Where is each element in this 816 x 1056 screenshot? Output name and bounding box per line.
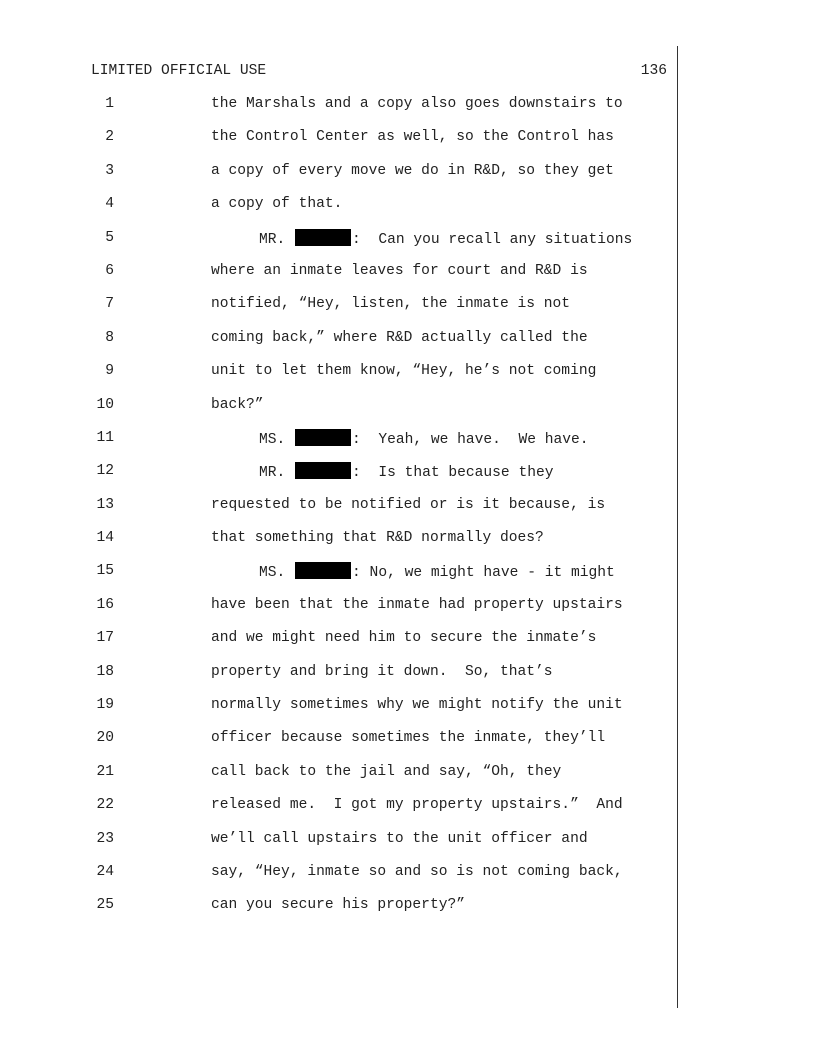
transcript-line bbox=[0, 362, 816, 395]
line-text: and we might need him to secure the inmate’s bbox=[211, 630, 597, 647]
line-text: : Can you recall any situations bbox=[352, 231, 633, 248]
line-text: can you secure his property?” bbox=[211, 897, 465, 914]
line-number: 2 bbox=[105, 129, 114, 146]
line-text: notified, “Hey, listen, the inmate is not bbox=[211, 296, 571, 313]
transcript-line bbox=[0, 663, 816, 696]
line-text: where an inmate leaves for court and R&D is bbox=[211, 262, 588, 279]
speaker-title: MR. bbox=[259, 231, 286, 248]
line-number: 20 bbox=[96, 730, 114, 747]
line-text: the Control Center as well, so the Control has bbox=[211, 129, 614, 146]
transcript-line bbox=[0, 162, 816, 195]
redaction-box bbox=[295, 562, 351, 579]
transcript-line bbox=[0, 830, 816, 863]
transcript-line bbox=[0, 863, 816, 896]
transcript-line bbox=[0, 462, 816, 495]
redaction-box bbox=[295, 229, 351, 246]
transcript-line bbox=[0, 229, 816, 262]
page-number: 136 bbox=[640, 63, 667, 79]
line-text: have been that the inmate had property upstairs bbox=[211, 596, 623, 613]
redaction-box bbox=[295, 462, 351, 479]
transcript-lines bbox=[0, 95, 816, 930]
transcript-line bbox=[0, 562, 816, 595]
transcript-line bbox=[0, 763, 816, 796]
line-text: officer because sometimes the inmate, they’ll bbox=[211, 730, 606, 747]
speaker-title: MR. bbox=[259, 465, 286, 482]
transcript-line bbox=[0, 95, 816, 128]
transcript-line bbox=[0, 896, 816, 929]
speaker-line bbox=[259, 562, 615, 582]
line-text: the Marshals and a copy also goes downstairs to bbox=[211, 96, 623, 112]
transcript-line bbox=[0, 629, 816, 662]
line-number: 15 bbox=[96, 563, 114, 580]
transcript-line bbox=[0, 429, 816, 462]
line-text: property and bring it down. So, that’s bbox=[211, 663, 553, 680]
speaker-line bbox=[259, 462, 553, 482]
line-number: 18 bbox=[96, 663, 114, 680]
line-text: a copy of that. bbox=[211, 196, 343, 213]
line-number: 16 bbox=[96, 596, 114, 613]
line-text: call back to the jail and say, “Oh, they bbox=[211, 763, 562, 780]
transcript-line bbox=[0, 696, 816, 729]
redaction-box bbox=[295, 429, 351, 446]
line-text: : No, we might have - it might bbox=[352, 565, 615, 582]
line-text: unit to let them know, “Hey, he’s not coming bbox=[211, 363, 597, 380]
line-text: say, “Hey, inmate so and so is not coming back, bbox=[211, 863, 623, 880]
line-number: 1 bbox=[105, 96, 114, 112]
speaker-title: MS. bbox=[259, 565, 286, 582]
transcript-line bbox=[0, 496, 816, 529]
line-text: requested to be notified or is it because, is bbox=[211, 496, 606, 513]
line-text: coming back,” where R&D actually called the bbox=[211, 329, 588, 346]
line-number: 11 bbox=[96, 429, 114, 446]
line-text: normally sometimes why we might notify the unit bbox=[211, 697, 623, 714]
line-number: 5 bbox=[105, 229, 114, 246]
transcript-line bbox=[0, 796, 816, 829]
line-text: we’ll call upstairs to the unit officer and bbox=[211, 830, 588, 847]
transcript-line bbox=[0, 195, 816, 228]
transcript-line bbox=[0, 295, 816, 328]
line-number: 8 bbox=[105, 329, 114, 346]
transcript-line bbox=[0, 262, 816, 295]
speaker-line bbox=[259, 229, 632, 249]
line-text: : Is that because they bbox=[352, 465, 554, 482]
line-number: 3 bbox=[105, 162, 114, 179]
transcript-line bbox=[0, 529, 816, 562]
transcript-line bbox=[0, 128, 816, 161]
line-number: 22 bbox=[96, 797, 114, 814]
line-number: 10 bbox=[96, 396, 114, 413]
line-text: released me. I got my property upstairs.” And bbox=[211, 797, 623, 814]
line-number: 13 bbox=[96, 496, 114, 513]
transcript-line bbox=[0, 729, 816, 762]
line-text: back?” bbox=[211, 396, 264, 413]
line-number: 9 bbox=[105, 363, 114, 380]
speaker-line bbox=[259, 429, 589, 449]
classification-header: LIMITED OFFICIAL USE bbox=[91, 63, 267, 79]
line-number: 24 bbox=[96, 863, 114, 880]
line-number: 19 bbox=[96, 697, 114, 714]
line-number: 21 bbox=[96, 763, 114, 780]
line-number: 25 bbox=[96, 897, 114, 914]
line-number: 12 bbox=[96, 463, 114, 480]
line-number: 7 bbox=[105, 296, 114, 313]
line-number: 14 bbox=[96, 530, 114, 547]
line-text: a copy of every move we do in R&D, so they get bbox=[211, 162, 614, 179]
line-number: 17 bbox=[96, 630, 114, 647]
line-text: : Yeah, we have. We have. bbox=[352, 431, 589, 448]
transcript-line bbox=[0, 329, 816, 362]
transcript-line bbox=[0, 396, 816, 429]
speaker-title: MS. bbox=[259, 431, 286, 448]
line-number: 6 bbox=[105, 262, 114, 279]
line-text: that something that R&D normally does? bbox=[211, 530, 544, 547]
line-number: 23 bbox=[96, 830, 114, 847]
line-number: 4 bbox=[105, 196, 114, 213]
transcript-line bbox=[0, 596, 816, 629]
